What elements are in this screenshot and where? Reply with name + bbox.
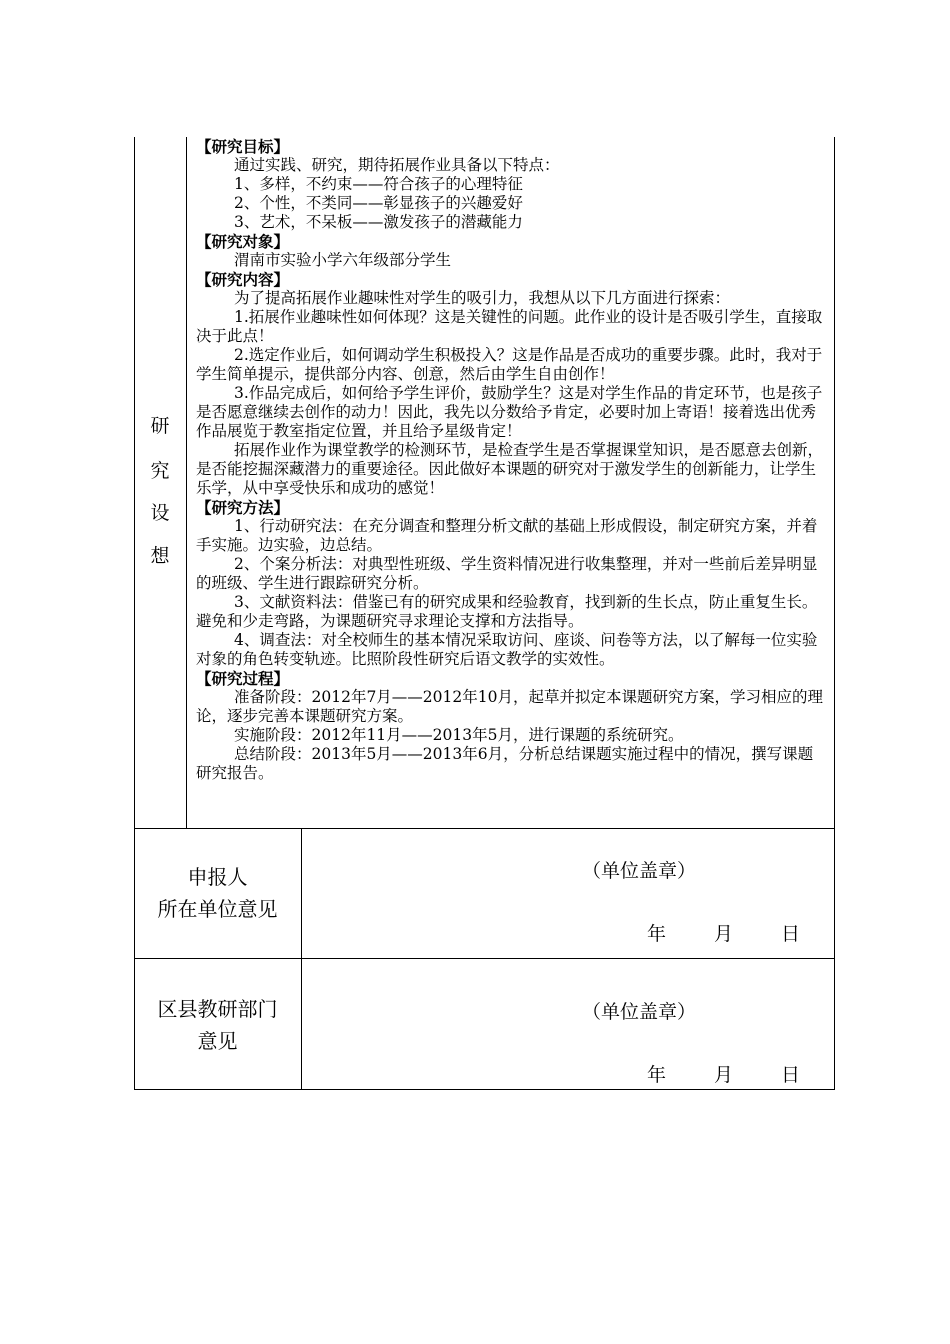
table-bottom-border [134,1089,835,1090]
section-label-char-1: 研 [150,415,170,437]
applicant-unit-opinion-label [134,861,301,925]
section-label-divider [186,137,187,828]
opinion-label-divider [301,828,302,1090]
process-paragraph: 实施阶段：2012年11月——2013年5月，进行课题的系统研究。 [234,726,684,744]
goal-heading: 【研究目标】 [196,137,290,156]
goal-line: 3、艺术，不呆板——激发孩子的潜藏能力 [234,213,523,231]
date-month: 月 [714,923,734,945]
goal-line: 2、个性，不类同——彰显孩子的兴趣爱好 [234,194,523,212]
date-year: 年 [647,1064,667,1086]
section-label-char-3: 设 [150,502,170,524]
process-heading: 【研究过程】 [196,669,290,688]
applicant-label-line2: 所在单位意见 [157,897,278,921]
table-left-border [134,137,135,1090]
object-heading: 【研究对象】 [196,232,290,251]
method-paragraph: 2、个案分析法：对典型性班级、学生资料情况进行收集整理，并对一些前后差异明显的班级、学生进行跟踪研究分析。 [196,555,818,592]
content-paragraph: 2.选定作业后，如何调动学生积极投入？这是作品是否成功的重要步骤。此时，我对于学生简单提示，提供部分内容、创意，然后由学生自由创作！ [196,346,823,383]
district-research-opinion-label [134,993,301,1057]
goal-line: 通过实践、研究，期待拓展作业具备以下特点： [234,156,560,174]
table-right-border [834,137,835,1090]
process-paragraph: 总结阶段：2013年5月——2013年6月，分析总结课题实施过程中的情况，撰写课题研究报告。 [196,745,814,782]
content-paragraph: 为了提高拓展作业趣味性对学生的吸引力，我想从以下几方面进行探索： [234,289,731,307]
object-text: 渭南市实验小学六年级部分学生 [234,251,452,269]
unit-stamp-text: （单位盖章） [582,860,697,882]
date-day: 日 [781,1064,801,1086]
row-divider-2 [134,958,835,959]
applicant-label-line1: 申报人 [187,865,248,889]
method-paragraph: 3、文献资料法：借鉴已有的研究成果和经验教育，找到新的生长点，防止重复生长。避免和少走弯路，为课题研究寻求理论支撑和方法指导。 [196,593,818,630]
content-heading: 【研究内容】 [196,270,290,289]
research-content [196,137,826,783]
section-label-char-2: 究 [150,460,170,482]
content-paragraph: 3.作品完成后，如何给予学生评价，鼓励学生？这是对学生作品的肯定环节，也是孩子是否愿意继续去创作的动力！因此，我先以分数给予肯定，必要时加上寄语！接着选出优秀作品展览于教室指定位置，并且给予星级肯定！ [196,384,823,440]
district-label-line1: 区县教研部门 [157,997,278,1021]
method-paragraph: 4、调查法：对全校师生的基本情况采取访问、座谈、问卷等方法，以了解每一位实验对象的角色转变轨迹。比照阶段性研究后语文教学的实效性。 [196,631,818,668]
method-heading: 【研究方法】 [196,498,290,517]
method-paragraph: 1、行动研究法：在充分调查和整理分析文献的基础上形成假设，制定研究方案，并着手实施。边实验，边总结。 [196,517,818,554]
date-day: 日 [781,923,801,945]
content-paragraph: 拓展作业作为课堂教学的检测环节，是检查学生是否掌握课堂知识，是否愿意去创新，是否能挖掘深藏潜力的重要途径。因此做好本课题的研究对于激发学生的创新能力，让学生乐学，从中享受快乐和成功的感觉！ [196,441,824,497]
district-label-line2: 意见 [197,1029,238,1053]
goal-line: 1、多样，不约束——符合孩子的心理特征 [234,175,523,193]
row-divider-1 [134,828,835,829]
date-year: 年 [647,923,667,945]
section-label-char-4: 想 [150,545,170,567]
unit-stamp-text: （单位盖章） [582,1001,697,1023]
process-paragraph: 准备阶段：2012年7月——2012年10月，起草并拟定本课题研究方案，学习相应的理论，逐步完善本课题研究方案。 [196,688,823,725]
content-paragraph: 1.拓展作业趣味性如何体现？这是关键性的问题。此作业的设计是否吸引学生，直接取决于此点！ [196,308,823,345]
date-month: 月 [714,1064,734,1086]
